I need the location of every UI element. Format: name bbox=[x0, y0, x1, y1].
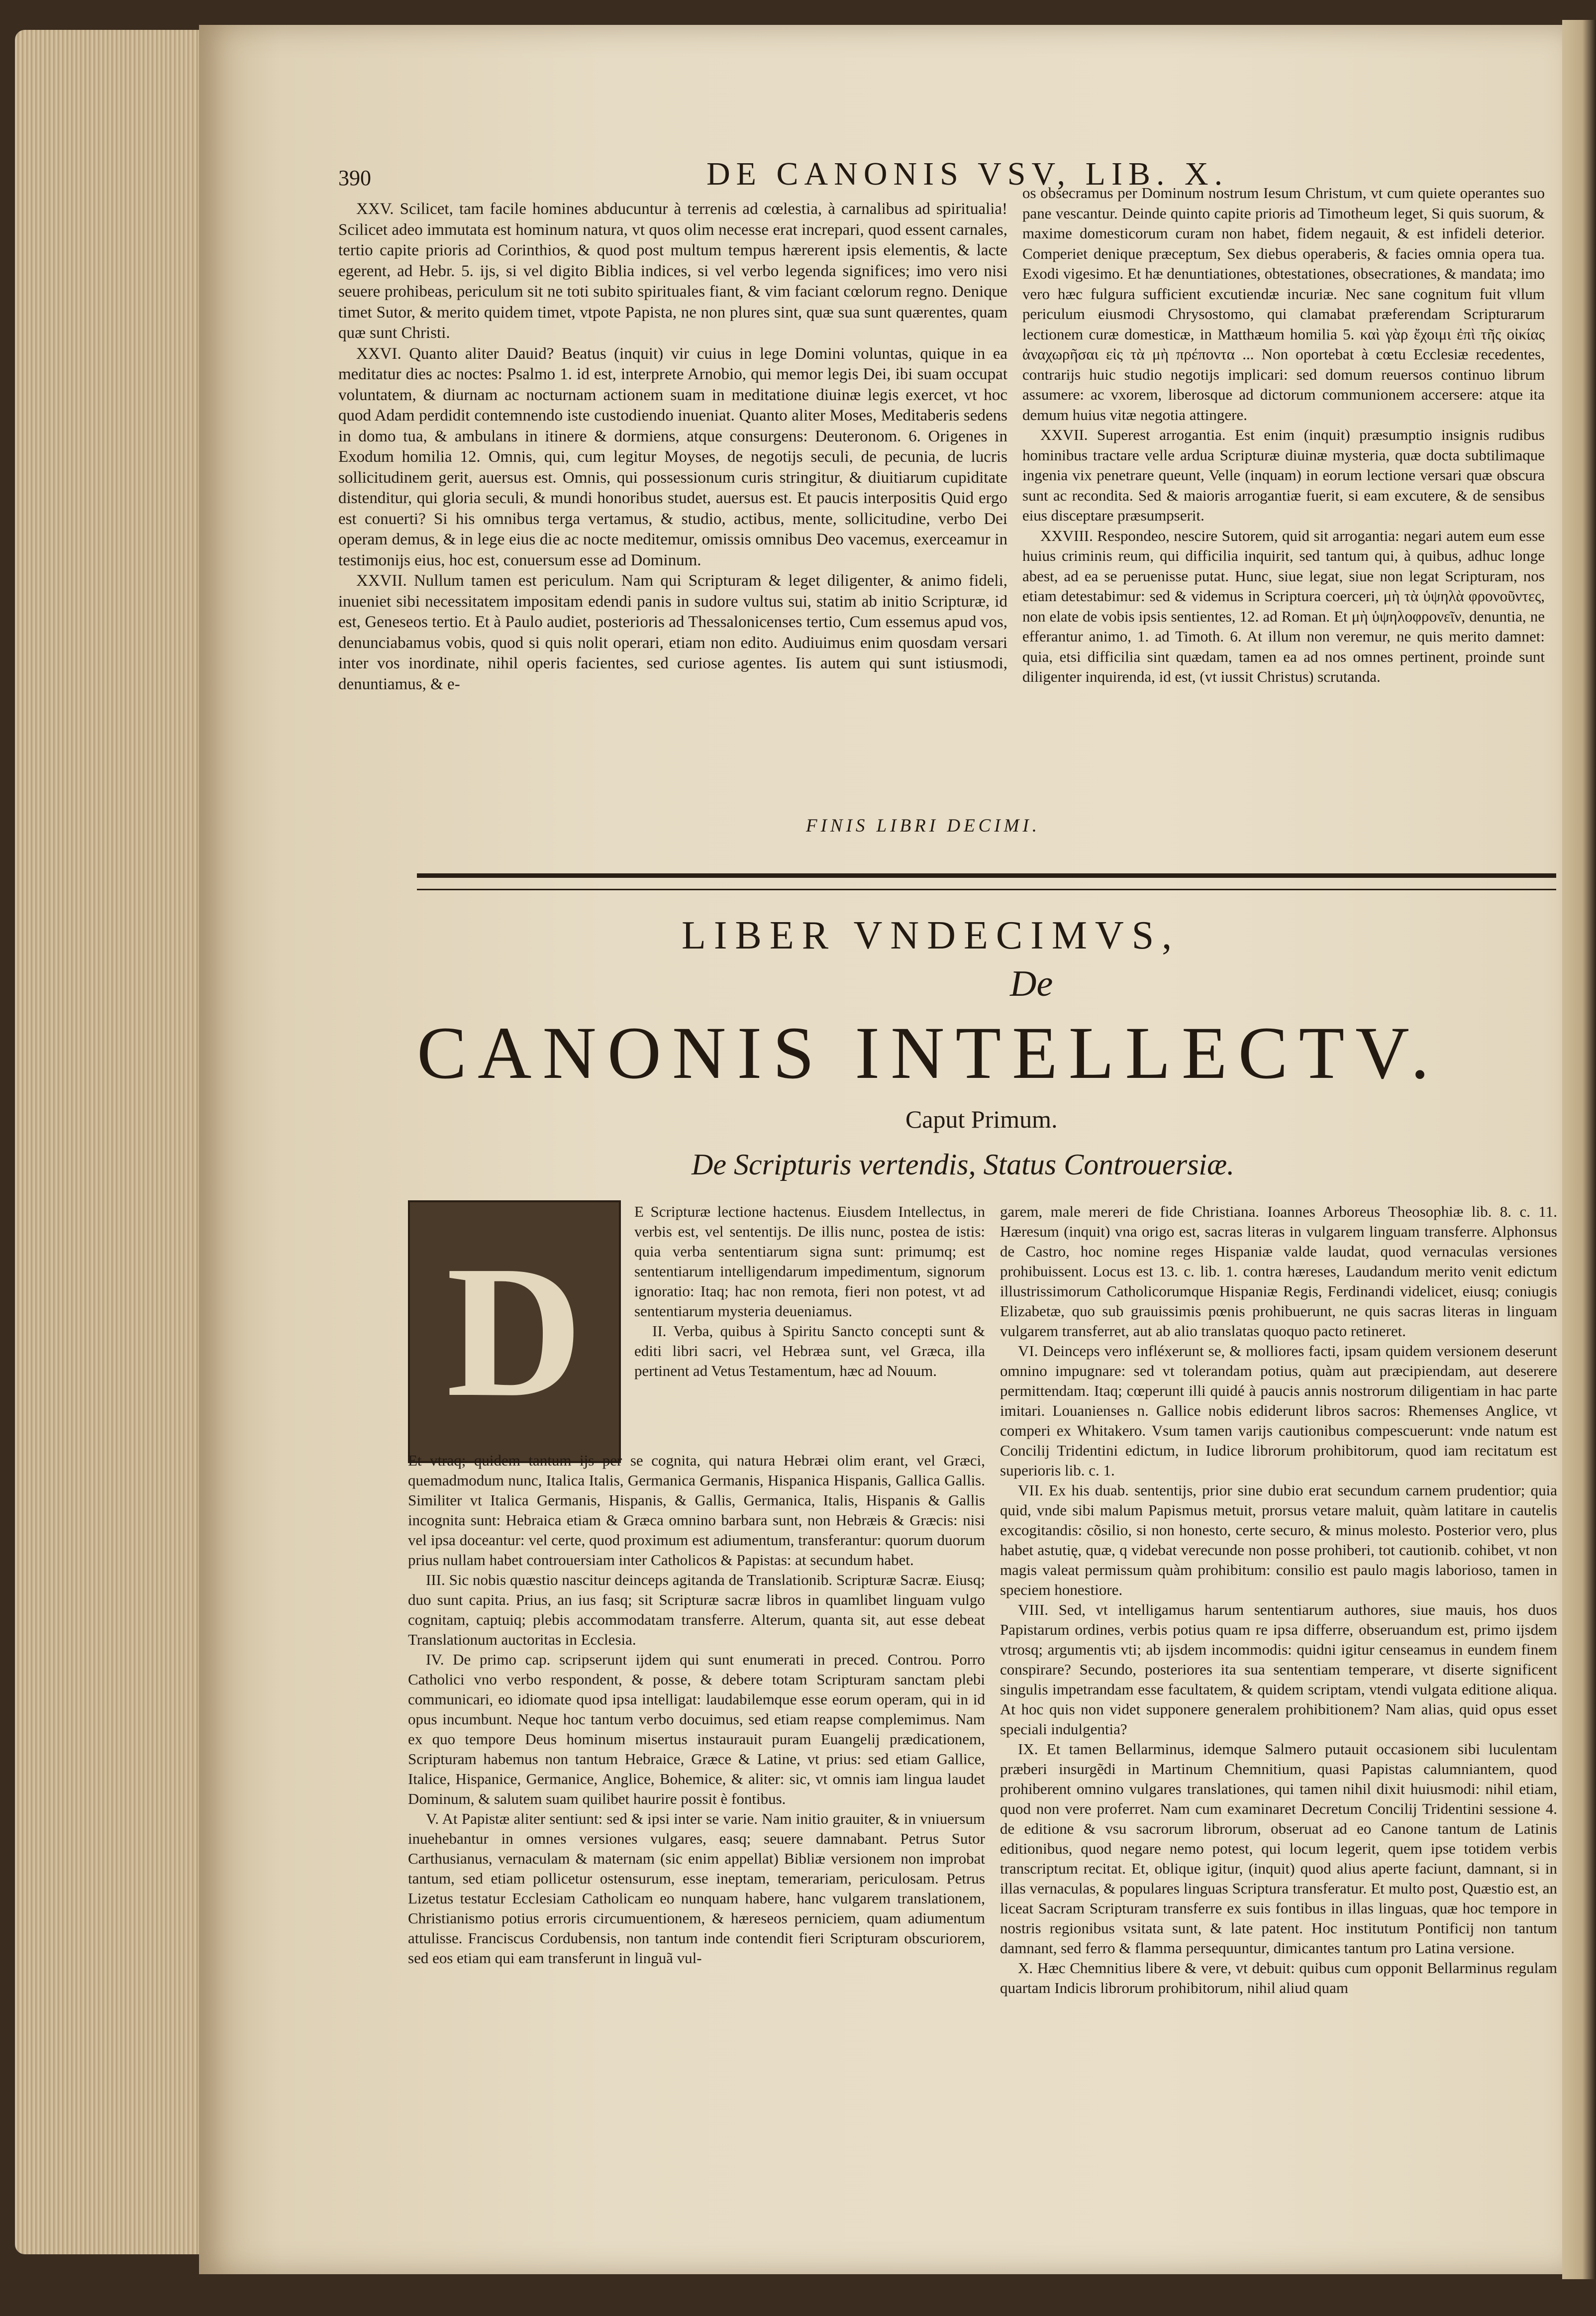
paragraph-8: VIII. Sed, vt intelligamus harum sententiarum authores, siue mauis, hos duos Papistarum ordines, verbis potius quam re ipsa differre, obseruandum est, primo ijsdem vtrosq; argumentis vti; ab ijsdem incommodis: quidni igitur censeamus in eundem finem conspirare? Secundo, posteriores ita sua sententiam temperare, vt diserte significent singulis impetrandam esse facultatem, & quidem scriptam, vtendi vulgata editione aliqua. At hoc quis non videt supponere generalem prohibitionem? Nam alias, quid opus esset speciali indulgentia? bbox=[1000, 1601, 1557, 1738]
paragraph-2: II. Verba, quibus à Spiritu Sancto concepti sunt & editi libri sacri, vel Hebræa sunt, vel Græca, illa pertinent ad Vetus Testamentum, hæc ad Nouum. bbox=[634, 1322, 985, 1379]
section-title: De Scripturis vertendis, Status Controuersiæ. bbox=[692, 1148, 1235, 1181]
chapter-heading: Caput Primum. bbox=[905, 1105, 1058, 1133]
facing-page-edge bbox=[1562, 20, 1596, 2279]
intro-paragraph: E Scripturæ lectione hactenus. Eiusdem Intellectus, in verbis est, vel sententijs. De illis nunc, postea de istis: quia verba sententiarum signa sunt: primumq; est sententiarum intelligendarum impedimentum, signorum ignoratio: Itaq; hac non remota, fieri non potest, vt ad sententiarum mysteria deueniamus. bbox=[634, 1203, 985, 1320]
paragraph-5-continued: garem, male mereri de fide Christiana. Ioannes Arboreus Theosophiæ lib. 8. c. 11. Hæresum (inquit) vna origo est, sacras literas in vulgarem linguam transferre. Alphonsus de Castro, hoc nomine reges Hispaniæ valde laudat, quod vernaculas versiones prohibuissent. Locus est 13. c. lib. 1. contra hæreses, Laudandum merito venit edictum illustrissimorum Catholicorumque Hispaniæ Regis, Ferdinandi videlicet, eiusq; coniugis Elizabetæ, quo sub grauissimis pœnis prohibuerunt, ne quis sacras literas in linguam vulgarem transferret, aut ab alio translatas quoquo pacto retineret. bbox=[1000, 1203, 1557, 1340]
divider-thin bbox=[417, 889, 1556, 890]
paragraph-10: X. Hæc Chemnitius libere & vere, vt debuit: quibus cum opponit Bellarminus regulam quartam Indicis librorum prohibitorum, nihil aliud quam bbox=[1000, 1959, 1557, 1997]
paragraph-continued: os obsecramus per Dominum nostrum Iesum Christum, vt cum quiete operantes suo pane vescantur. Deinde quinto capite prioris ad Timotheum leget, Si quis suorum, & maxime domesticorum curam non habet, fidem negauit, & est infideli deterior. Comperiet denique præceptum, Sex diebus operaberis, & facies omnia opera tua. Exodi vigesimo. Et hæ denuntiationes, obtestationes, obsecrationes, & mandata; imo vero hæc fulgura sufficient excutiendæ incuriæ. Nec sane cognitum fuit vllum periculum eiusmodi Chrysostomo, qui clamabat præferendam Scripturarum lectionem curæ domesticæ, in Matthæum homilia 5. καὶ γὰρ ἔχοιμι ἐπὶ τῆς οἰκίας ἀναχωρῆσαι εἰς τὰ μὴ πρέποντα ... Non oportebat à cœtu Ecclesiæ recedentes, contrarijs huic studio negotijs implicari: sed domum reuersos continuo librum assumere: ac vxorem, liberosque ad dictorum communionem accersere: atque ita demum huius vitæ negotia attingere. bbox=[1022, 184, 1545, 423]
paragraph-5: V. At Papistæ aliter sentiunt: sed & ipsi inter se varie. Nam initio grauiter, & in vniuersum inuehebantur in omnes versiones vulgares, easq; seuere damnabant. Petrus Sutor Carthusianus, vernaculam & maternam (sic enim appellat) Bibliæ versionem non improbat tantum, sed etiam pollicetur ostensurum, esse ineptam, temerariam, periculosam. Petrus Lizetus testatur Ecclesiam Catholicam eo nunquam habere, hanc vulgarem translationem, Christianismo potius erroris circumuentionem, & hæreseos perniciem, quam adiumentum attulisse. Franciscus Cordubensis, non tantum inde contendit fieri Scripturam obscuriorem, sed eos etiam qui eam transferunt in linguã vul- bbox=[408, 1810, 985, 1967]
left-column bbox=[338, 199, 1007, 695]
paragraph-9: IX. Et tamen Bellarminus, idemque Salmero putauit occasionem sibi luculentam præberi insurgẽdi in Martinum Chemnitium, quasi Papistas calumniantem, quod prohiberent omnino vulgares translationes, qui tamen nihil dixit huiusmodi: nihil etiam, quod non vere proferret. Nam cum examinaret Decretum Concilij Tridentini sessione 4. de editione & vsu sacrorum librorum, obseruat ad eo Canone tantum de Latinis editionibus, quod negare nemo potest, qui locum legerit, quem ipse totidem verbis transcriptum recitat. Et, oblique igitur, (inquit) quod alius aperte faciunt, damnant, si in illas vernaculas, & populares linguas Scriptura transferatur. Et multo post, Quæstio est, an liceat Sacram Scripturam transferre ex suis fontibus in illas linguas, quæ hoc tempore in nostris regionibus vsitata sunt, & late patent. Hoc institutum Pontificij non tantum damnant, sed ferro & flamma persequuntur, dimicantes tantum pro Latina versione. bbox=[1000, 1740, 1557, 1957]
paragraph-27: XXVII. Nullum tamen est periculum. Nam qui Scripturam & leget diligenter, & animo fideli, inueniet sibi necessitatem impositam edendi panis in sudore vultus sui, statim ab initio Scripturæ, id est, Geneseos tertio. Et à Paulo audiet, posterioris ad Thessalonicenses tertio, Cum essemus apud vos, denunciabamus vobis, quod si quis nolit operari, etiam non edito. Audiuimus enim quosdam versari inter vos inordinate, nihil operis facientes, sed curiose agentes. Iis autem qui sunt istiusmodi, denuntiamus, & e- bbox=[338, 572, 1007, 693]
right-column bbox=[1022, 183, 1545, 687]
running-head: DE CANONIS VSV, LIB. X. bbox=[706, 156, 1229, 192]
decorated-initial bbox=[408, 1200, 621, 1463]
lower-right-column bbox=[1000, 1202, 1557, 1998]
paragraph-26: XXVI. Quanto aliter Dauid? Beatus (inquit) vir cuius in lege Domini voluntas, quique in ea meditatur dies ac noctes: Psalmo 1. id est, interprete Arnobio, qui memor legis Dei, ibi suam occupat voluntatem, & diurnam ac nocturnam actionem suam in meditatione diuinæ legis exercet, vt hoc quod Adam perdidit contemnendo iste custodiendo inueniat. Quanto aliter Moses, Meditaberis sedens in domo tua, & ambulans in itinere & dormiens, atque consurgens: Deuteronom. 6. Origenes in Exodum homilia 12. Omnis, qui, cum legitur Moyses, de negotijs seculi, de pecunia, de lucris sollicitudinem gerit, auersus est. Omnis, qui possessionum curis stringitur, & diuitiarum cupiditate distenditur, qui gloria seculi, & mundi honoribus studet, auersus est. Et paucis interpositis Quid ergo est conuerti? Si his omnibus terga vertamus, & studio, actibus, mente, sollicitudine, verbo Dei operam demus, & in lege eius die ac nocte meditemur, omissis omnibus Deo vacemus, exerceamur in testimonijs eius, hoc est, conuersum esse ad Dominum. bbox=[338, 344, 1007, 569]
book-title: LIBER VNDECIMVS, bbox=[682, 914, 1180, 957]
paragraph-7: VII. Ex his duab. sententijs, prior sine dubio erat secundum carnem prudentior; quia quid, vnde sibi malum Papismus metuit, prorsus vetare maluit, quàm latitare in cautelis excogitandis: cõsilio, si non honesto, certe securo, & minus molesto. Posterior vero, plus habet astutię, quæ, q videbat verecunde non posse prohiberi, tot cautionib. cohibet, vt non magis valeat permissum quàm prohibitum: consilio est paulo magis laborioso, tamen in speciem honestiore. bbox=[1000, 1481, 1557, 1598]
finis-line: FINIS LIBRI DECIMI. bbox=[806, 816, 1041, 836]
paragraph-3: III. Sic nobis quæstio nascitur deinceps agitanda de Translationib. Scripturæ Sacræ. Eiusq; duo sunt capita. Prius, an ius fasq; sit Scripturæ sacræ libros in quamlibet linguam vulgo cognitam, captuiq; plebis accommodatam transferre. Alterum, quanta sit, aut esse debeat Translationum auctoritas in Ecclesia. bbox=[408, 1571, 985, 1648]
book-page-edges bbox=[15, 30, 204, 2254]
divider-thick bbox=[417, 873, 1556, 878]
title-de: De bbox=[1010, 963, 1053, 1004]
paragraph-27b: XXVII. Superest arrogantia. Est enim (inquit) præsumptio insignis rudibus hominibus tractare velle ardua Scripturæ diuinæ mysteria, quæ docta subtilimaque ingenia vix penetrare queunt, Velle (inquam) in eorum lectione versari quæ obscura sunt ac recondita. Sed & maioris arrogantiæ fuerit, si eam excutere, & de sensibus eius disceptare præsumpserit. bbox=[1022, 426, 1545, 524]
paragraph-2-continued: Et vtraq; quidem tantum ijs per se cognita, qui natura Hebræi olim erant, vel Græci, quemadmodum nunc, Italica Italis, Germanica Germanis, Hispanica Hispanis, Gallica Gallis. Similiter vt Italica Germanis, Hispanis, & Gallis, Germanica, Italis, Hispanis & Gallis incognita sunt: Hebraica etiam & Græca omnino barbara sunt, non Hebræis & Græcis: nisi vel ipsa doceantur: vel certe, quod proximum est adiumentum, transferantur: quorum duorum prius nullam habet controuersiam inter Catholicos & Papistas: at secundum habet. bbox=[408, 1452, 985, 1569]
paragraph-25: XXV. Scilicet, tam facile homines abducuntur à terrenis ad cœlestia, à carnalibus ad spiritualia! Scilicet adeo immutata est hominum natura, vt quos olim necesse erat increpari, quod essent carnales, tertio capite prioris ad Corinthios, & quod post multum tempus hærerent ipsis elementis, & lacte egerent, ad Hebr. 5. ijs, si vel digito Biblia indices, si vel verbo legenda significes; imo vero nisi seuere prohibeas, periculum sit ne toti subito spirituales fiant, & vim faciant cœlorum regno. Denique timet Sutor, & merito quidem timet, vtpote Papista, ne non plures sint, quæ sua sunt quærentes, quam quæ sunt Christi. bbox=[338, 200, 1007, 342]
paragraph-4: IV. De primo cap. scripserunt ijdem qui sunt enumerati in preced. Controu. Porro Catholici vno verbo respondent, & posse, & debere totam Scripturam sanctam plebi communicari, eo idiomate quod ipsa intelligat: laudabilemque esse eorum operam, qui in id opus incumbunt. Neque hoc tantum verbo docuimus, sed etiam reapse complemimus. Nam ex quo tempore Deus hominum misertus instaurauit puram Euangelij prædicationem, Scripturam habemus non tantum Hebraice, Græce & Latine, vt prius: sed etiam Gallice, Italice, Hispanice, Germanice, Anglice, Bohemice, & aliter: sic, vt omnis iam lingua laudet Dominum, & salutem suam quilibet haurire possit è fontibus. bbox=[408, 1651, 985, 1807]
paragraph-28: XXVIII. Respondeo, nescire Sutorem, quid sit arrogantia: negari autem eum esse huius criminis reum, qui difficilia inquirit, sed tantum qui, à quibus, adhuc longe abest, ad ea se peruenisse putat. Hunc, siue legat, siue non legat Scripturam, nos etiam detestabimur: sed & videmus in Scriptura coerceri, μὴ τὰ ὑψηλὰ φρονοῦντες, non elate de vobis ipsis sentientes, 12. ad Roman. Et μὴ ὑψηλοφρονεῖν, denuntia, ne efferantur animo, 1. ad Timoth. 6. At illum non veremur, ne quis merito damnet: quia, etsi difficilia sint quædam, tamen ea ad nos omnes pertinent, proinde sunt diligenter inquirenda, id est, (vt iussit Christus) scrutanda. bbox=[1022, 526, 1545, 685]
lower-left-column bbox=[408, 1451, 985, 1968]
initial-letter: D bbox=[446, 1227, 583, 1436]
main-title: CANONIS INTELLECTV. bbox=[417, 1012, 1440, 1094]
intro-text bbox=[634, 1202, 985, 1381]
paragraph-6: VI. Deinceps vero infléxerunt se, & molliores facti, ipsam quidem versionem deserunt omnino impugnare: sed vt tolerandam potius, quàm aut præcipiendam, aut deserere permittendam. Itaq; cœperunt illi quidé à paucis annis nostrorum diligentiam in hac parte imitari. Louanienses n. Gallice nobis ediderunt libros sacros: Rhemenses Anglice, vt comperi ex Whitakero. Vsum tamen varijs cautionibus compescuerunt: vnde natum est Concilij Tridentini edictum, in Iudice librorum prohibitorum, quod iam recitatum est superioris lib. c. 1. bbox=[1000, 1342, 1557, 1479]
page-number: 390 bbox=[338, 166, 371, 190]
